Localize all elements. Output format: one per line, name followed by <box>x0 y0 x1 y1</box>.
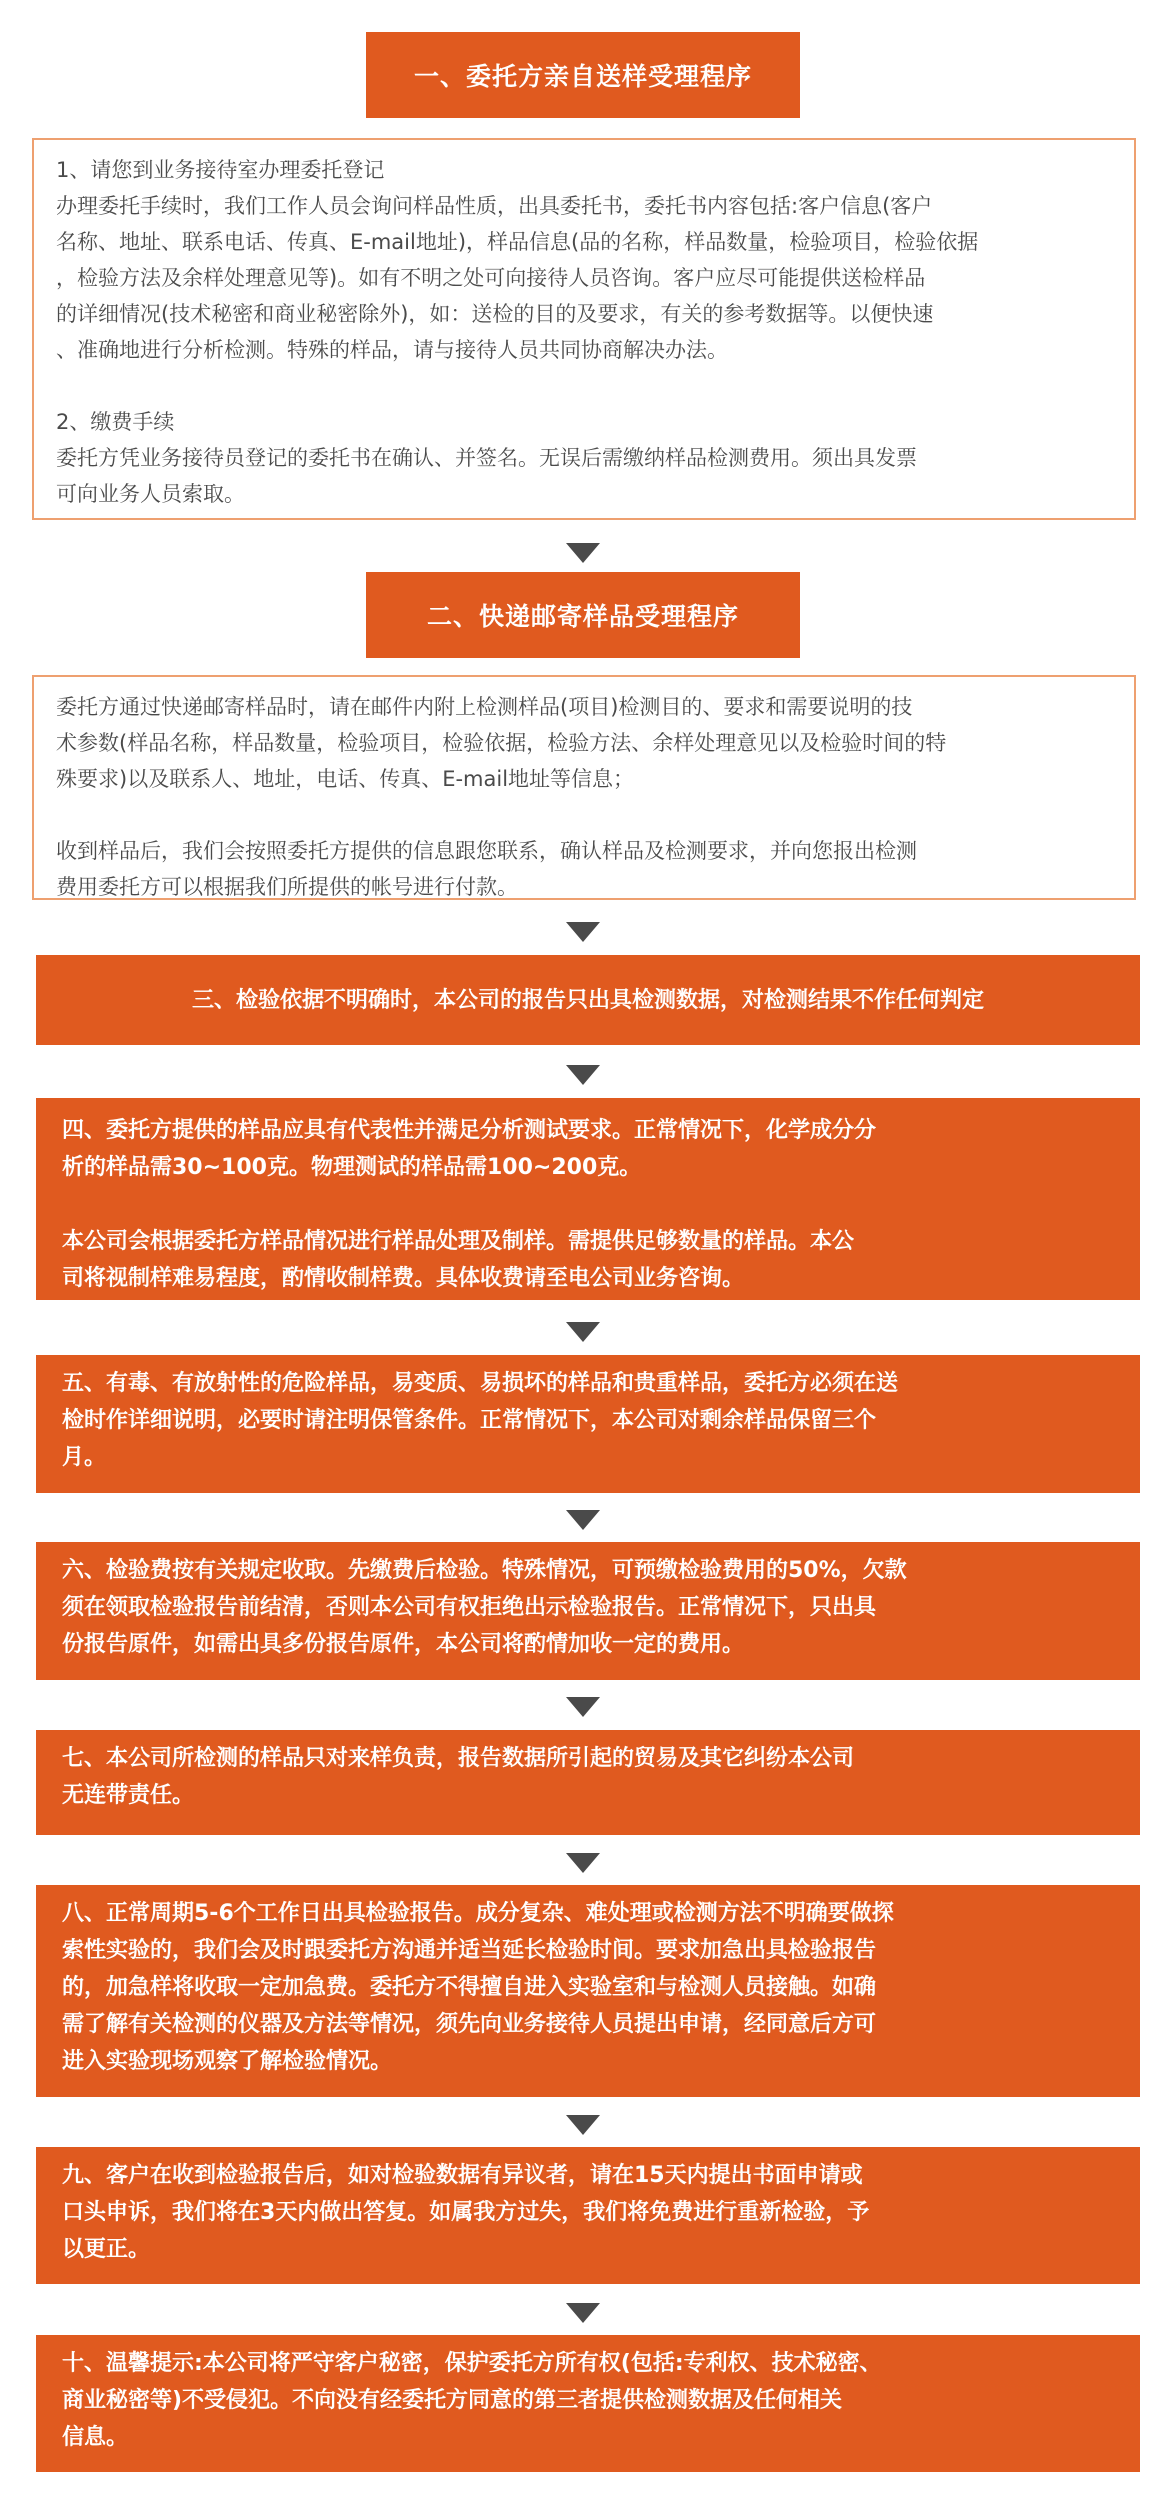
section4-line: 司将视制样难易程度，酌情收制样费。具体收费请至电公司业务咨询。 <box>62 1266 745 1291</box>
down-arrow-icon <box>566 1510 600 1530</box>
section7-box <box>36 1730 1140 1835</box>
down-arrow-icon <box>566 2115 600 2135</box>
section1-line: ，检验方法及余样处理意见等)。如有不明之处可向接待人员咨询。客户应尽可能提供送检样品 <box>56 266 926 290</box>
section8-line: 索性实验的，我们会及时跟委托方沟通并适当延长检验时间。要求加急出具检验报告 <box>62 1938 877 1963</box>
section9-line: 口头申诉，我们将在3天内做出答复。如属我方过失，我们将免费进行重新检验，予 <box>62 2200 870 2225</box>
section10-box <box>36 2335 1140 2472</box>
section4-box <box>36 1098 1140 1300</box>
section4-line: 析的样品需30~100克。物理测试的样品需100~200克。 <box>62 1155 642 1180</box>
down-arrow-icon <box>566 1853 600 1873</box>
section4-line: 本公司会根据委托方样品情况进行样品处理及制样。需提供足够数量的样品。本公 <box>62 1229 855 1254</box>
down-arrow-icon <box>566 1697 600 1717</box>
section9-line: 九、客户在收到检验报告后，如对检验数据有异议者，请在15天内提出书面申请或 <box>62 2163 863 2188</box>
section8-line: 的，加急样将收取一定加急费。委托方不得擅自进入实验室和与检测人员接触。如确 <box>62 1975 877 2000</box>
section1-line: 名称、地址、联系电话、传真、E-mail地址)，样品信息(品的名称，样品数量，检验项目，检验依据 <box>56 230 979 254</box>
section6-line: 六、检验费按有关规定收取。先缴费后检验。特殊情况，可预缴检验费用的50%，欠款 <box>62 1558 907 1583</box>
section6-line: 须在领取检验报告前结清，否则本公司有权拒绝出示检验报告。正常情况下，只出具 <box>62 1595 877 1620</box>
down-arrow-icon <box>566 2303 600 2323</box>
section1-title: 一、委托方亲自送样受理程序 <box>366 32 800 118</box>
section6-line: 份报告原件，如需出具多份报告原件，本公司将酌情加收一定的费用。 <box>62 1632 745 1657</box>
section5-line: 五、有毒、有放射性的危险样品，易变质、易损坏的样品和贵重样品，委托方必须在送 <box>62 1371 899 1396</box>
section1-line: 的详细情况(技术秘密和商业秘密除外)，如：送检的目的及要求，有关的参考数据等。以便快速 <box>56 302 934 326</box>
section1-line: 、准确地进行分析检测。特殊的样品，请与接待人员共同协商解决办法。 <box>56 338 728 362</box>
section2-line: 殊要求)以及联系人、地址，电话、传真、E-mail地址等信息； <box>56 767 635 791</box>
section1-line: 委托方凭业务接待员登记的委托书在确认、并签名。无误后需缴纳样品检测费用。须出具发票 <box>56 446 917 470</box>
section8-box <box>36 1885 1140 2097</box>
section2-title: 二、快递邮寄样品受理程序 <box>366 572 800 658</box>
section2-line: 委托方通过快递邮寄样品时，请在邮件内附上检测样品(项目)检测目的、要求和需要说明的技 <box>56 695 913 719</box>
section5-line: 月。 <box>62 1445 107 1470</box>
section10-line: 信息。 <box>62 2425 129 2450</box>
down-arrow-icon <box>566 1322 600 1342</box>
section1-line: 1、请您到业务接待室办理委托登记 <box>56 158 385 182</box>
section2-box <box>32 675 1136 900</box>
section8-line: 进入实验现场观察了解检验情况。 <box>62 2049 393 2074</box>
section1-box <box>32 138 1136 520</box>
section10-line: 商业秘密等)不受侵犯。不向没有经委托方同意的第三者提供检测数据及任何相关 <box>62 2388 843 2413</box>
section10-line: 十、温馨提示:本公司将严守客户秘密，保护委托方所有权(包括:专利权、技术秘密、 <box>62 2351 882 2376</box>
down-arrow-icon <box>566 543 600 563</box>
section2-line: 术参数(样品名称，样品数量，检验项目，检验依据，检验方法、余样处理意见以及检验时间的特 <box>56 731 947 755</box>
section9-box <box>36 2147 1140 2284</box>
section4-line: 四、委托方提供的样品应具有代表性并满足分析测试要求。正常情况下，化学成分分 <box>62 1118 877 1143</box>
section2-line: 收到样品后，我们会按照委托方提供的信息跟您联系，确认样品及检测要求，并向您报出检测 <box>56 839 917 863</box>
section1-line: 2、缴费手续 <box>56 410 175 434</box>
section9-line: 以更正。 <box>62 2237 151 2262</box>
section6-box <box>36 1542 1140 1680</box>
section7-line: 无连带责任。 <box>62 1783 195 1808</box>
section1-line: 办理委托手续时，我们工作人员会询问样品性质，出具委托书，委托书内容包括:客户信息(客户 <box>56 194 933 218</box>
section7-line: 七、本公司所检测的样品只对来样负责，报告数据所引起的贸易及其它纠纷本公司 <box>62 1746 855 1771</box>
section8-line: 需了解有关检测的仪器及方法等情况，须先向业务接待人员提出申请，经同意后方可 <box>62 2012 877 2037</box>
down-arrow-icon <box>566 1065 600 1085</box>
section5-box <box>36 1355 1140 1493</box>
section5-line: 检时作详细说明，必要时请注明保管条件。正常情况下，本公司对剩余样品保留三个 <box>62 1408 877 1433</box>
down-arrow-icon <box>566 922 600 942</box>
section1-line: 可向业务人员索取。 <box>56 482 245 506</box>
section8-line: 八、正常周期5-6个工作日出具检验报告。成分复杂、难处理或检测方法不明确要做探 <box>62 1901 894 1926</box>
section3-box <box>36 955 1140 1045</box>
section2-line: 费用委托方可以根据我们所提供的帐号进行付款。 <box>56 875 518 899</box>
section3-line: 三、检验依据不明确时，本公司的报告只出具检测数据，对检测结果不作任何判定 <box>191 987 984 1013</box>
